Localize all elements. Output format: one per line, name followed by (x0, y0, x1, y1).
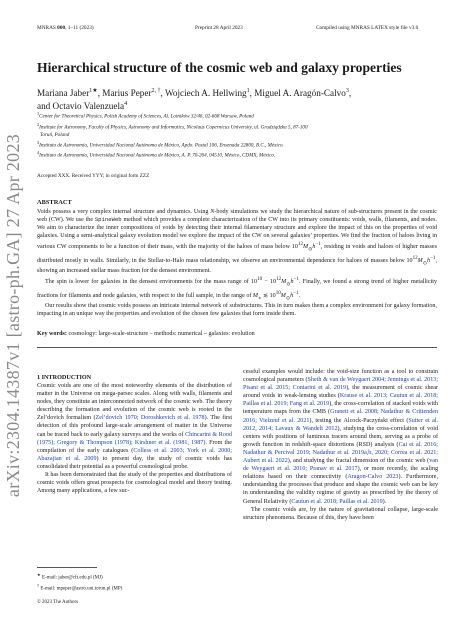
citation-link[interactable]: van de Weygaert et al. 2010; Pranav et al. 2017 (243, 458, 438, 473)
author-marks: 1 (246, 88, 250, 94)
accepted-line: Accepted XXX. Received YYY; in original form ZZZ (37, 173, 150, 179)
citation-link[interactable]: Zel’dovich 1970; Doroshkevich et al. 1978 (95, 415, 205, 422)
body-paragraph: It has been demonstrated that the study of the properties and distributions of cosmic voids offers great prospects for cosmological model and theory testing. Among many applications, a few suc- (37, 472, 232, 495)
arxiv-sidebar[interactable] (3, 133, 25, 497)
footnote: ★ E-mail: jaber@cft.edu.pl (MJ) (37, 572, 103, 581)
affiliation: $^1$Center for Theoretical Physics, Polish Academy of Sciences, Al. Lotników 32/46, 02-668 Warsaw, Poland (37, 111, 254, 120)
preprint-date: Preprint 28 April 2023 (195, 25, 243, 31)
keywords-label: Key words: (37, 331, 67, 337)
citation-link[interactable]: Chincarini & Rood (1975); Gregory & Thompson (1978); Kirshner et al. (1981, 1987) (37, 431, 232, 446)
citation-link[interactable]: Cautun et al. 2018; Paillas et al. 2019 (291, 498, 383, 505)
citation-link[interactable]: Sheth & van de Weygaert 2004; Jennings et al. 2013; Pisani et al. 2015; Contarini et al. 2019 (243, 377, 439, 392)
citation-link[interactable]: Krause et al. 2013; Cautun et al. 2018; Paillas et al. 2019; Fang et al. 2019 (243, 393, 438, 408)
author-marks: 1★ (89, 88, 98, 94)
body-paragraph: The cosmic voids are, by the nature of gravitational collapse, large-scale structure phenomena. Because of this, they have been (243, 506, 438, 521)
keywords-text: cosmology: large-scale-structure – methods: numerical – galaxies: evolution (66, 331, 255, 337)
arxiv-id[interactable]: arXiv:2304.14387v1 [astro-ph.GA] 27 Apr 2023 (3, 133, 24, 497)
author-separator: , (348, 88, 352, 99)
author-name: and Octavio Valenzuela (37, 101, 125, 112)
journal-volume: 000 (57, 25, 66, 31)
keywords (37, 331, 437, 337)
author-marks: 4 (124, 101, 128, 108)
citation-link[interactable]: Aragon-Calvo 2023 (347, 474, 399, 481)
paper-title: Hierarchical structure of the cosmic web and galaxy properties (37, 60, 402, 75)
citation-link[interactable]: Cai et al. 2016; Nadathur & Percival 2019; Nadathur et al. 2019a,b, 2020; Correa et al. 2021; Aubert et al. 2022 (243, 441, 438, 465)
compiled-note: Compiled using MNRAS LATEX style file v3.0 (316, 25, 419, 31)
column-right (243, 368, 438, 522)
section-heading: 1 INTRODUCTION (37, 374, 92, 381)
citation-link[interactable]: Granett et al. 2008; Nadathur & Crittenden 2016; Vielzeuf et al. 2021 (243, 409, 439, 424)
body-paragraph: cessful examples would include: the void-size function as a tool to constrain cosmological parameters (Sheth & van de Weygaert 2004; Jennings et al. 2013; Pisani et al. 2015; Contarini et al. 2019), the measurement of cosmic shear around voids in weak-lensing studies (Krause et al. 2013; Cautun et al. 2018; Paillas et al. 2019; Fang et al. 2019), the cross-correlation of stacked voids with temperature maps from the CMB (Granett et al. 2008; Nadathur & Crittenden 2016; Vielzeuf et al. 2021), testing the Alcock-Paczyński effect (Sutter et al. 2012, 2014; Lavaux & Wandelt 2012), studying the cross-correlation of void centers with positions of luminous tracers around them, serving as a probe of growth function in redshift-space distortions (RSD) analysis (Cai et al. 2016; Nadathur & Percival 2019; Nadathur et al. 2019a,b, 2020; Correa et al. 2021; Aubert et al. 2022), and studying the fractal dimension of the cosmic web (van de Weygaert et al. 2010; Pranav et al. 2017), or more recently, the scaling relations based on their connectivity (Aragon-Calvo 2023). Furthermore, understanding the processes that produce and shape the cosmic web can be key in understanding the validity regime of gravity as prescribed by the theory of General Relativity (Cautun et al. 2018; Paillas et al. 2019). (243, 369, 439, 505)
footnote: † E-mail: mpeper@astro.uni.torun.pl (MP) (37, 582, 123, 592)
citation-link[interactable]: Colless et al. 2003; York et al. 2000; Abazajian et al. 2009 (37, 447, 232, 462)
author-marks: 3 (345, 88, 349, 94)
journal-pages: 1–11 (2023) (67, 25, 94, 31)
affiliation: $^2$Institute for Astronomy, Faculty of Physics, Astronomy and Informatics, Nicolaus Copernicus University, ul. Grudziądzka 5, 87-100 (37, 121, 308, 131)
author-name: Mariana Jaber (37, 88, 90, 99)
footnote-divider (37, 567, 97, 568)
affiliation: $^4$Instituto de Astronomía, Universidad Nacional Autónoma de México, A. P. 70-264, 04510, México, CDMX, México. (37, 150, 276, 160)
author-name: , Marius Peper (97, 88, 152, 99)
column-left (37, 382, 232, 495)
author-name: , Wojciech A. Hellwing (160, 88, 247, 99)
abstract-paragraph: Voids possess a very complex internal structure and dynamics. Using N-body simulations we study the hierarchical nature of sub-structures present in the cosmic web (CW). We use the SpineWeb method which provides a complete characterization of the CW into its primary constituents: voids, walls, filaments, and nodes. We aim to characterize the inner compositions of voids by detecting their internal filamentary structure and explore the impact of this on the properties of void galaxies. Using a semi-analytical galaxy evolution model we explore the impact of the CW on several galaxies’ properties. We find the fraction of haloes living in various CW components to be a function of their mass, with the majority of the haloes of mass below $10^{12}M_⊙h^{-1}$, residing in voids and haloes of higher masses distributed mostly in walls. Similarly, in the Stellar-to-Halo mass relationship, we observe an environmental dependence for haloes of masses below $10^{12}M_⊙h^{-1}$, showing an increased stellar mass fraction for the densest environment. (37, 209, 437, 275)
divider (37, 347, 437, 348)
journal-header: MNRAS 000, 1–11 (2023) (37, 25, 94, 31)
abstract-body (37, 208, 437, 318)
abstract-heading: ABSTRACT (37, 199, 72, 206)
footnotes (37, 571, 122, 592)
author-list (37, 86, 457, 112)
author-marks: 2, † (151, 88, 161, 94)
journal-name: MNRAS (37, 25, 56, 31)
abstract-paragraph: The spin is lower for galaxies in the densest environments for the mass range of $10^{10} - 10^{12}M_⊙h^{-1}$. Finally, we found a strong trend of higher metallicity fractions for filaments and node galaxies, with respect to the full sample, in the range of $M_∗$ ≲ $10^{10}M_⊙h^{-1}$. (37, 276, 438, 301)
affiliation: Toruń, Poland (40, 131, 70, 138)
author-name: , Miguel A. Aragón-Calvo (249, 88, 346, 99)
body-paragraph: Cosmic voids are one of the most noteworthy elements of the distribution of matter in the Universe on mega-parsec scales. Along with walls, filaments and nodes, they constitute an interconnected network of the cosmic web. The theory describing the formation and evolution of the cosmic web is rooted in the Zel’dovich formalism (Zel’dovich 1970; Doroshkevich et al. 1978). The first detection of this profound large-scale arrangement of matter in the Universe can be traced back to early galaxy surveys and the works of Chincarini & Rood (1975); Gregory & Thompson (1978); Kirshner et al. (1981, 1987). From the compilation of the early catalogues (Colless et al. 2003; York et al. 2000; Abazajian et al. 2009) to present day, the study of cosmic voids has consolidated their potential as a powerful cosmological probe. (37, 383, 233, 470)
citation-link[interactable]: Sutter et al. 2012, 2014; Lavaux & Wandelt 2012 (243, 417, 438, 432)
affiliation: $^3$Instituto de Astronomía, Universidad Nacional Autónoma de México, Apdo. Postal 106, Ensenada 22800, B.C., México. (37, 139, 284, 149)
copyright: © 2023 The Authors (37, 600, 79, 605)
abstract-paragraph: Our results show that cosmic voids possess an intricate internal network of substructures. This in turn makes them a complex environment for galaxy formation, impacting in an unique way the properties and evolution of the chosen few galaxies that form inside them. (37, 302, 437, 317)
affiliations (37, 110, 457, 160)
